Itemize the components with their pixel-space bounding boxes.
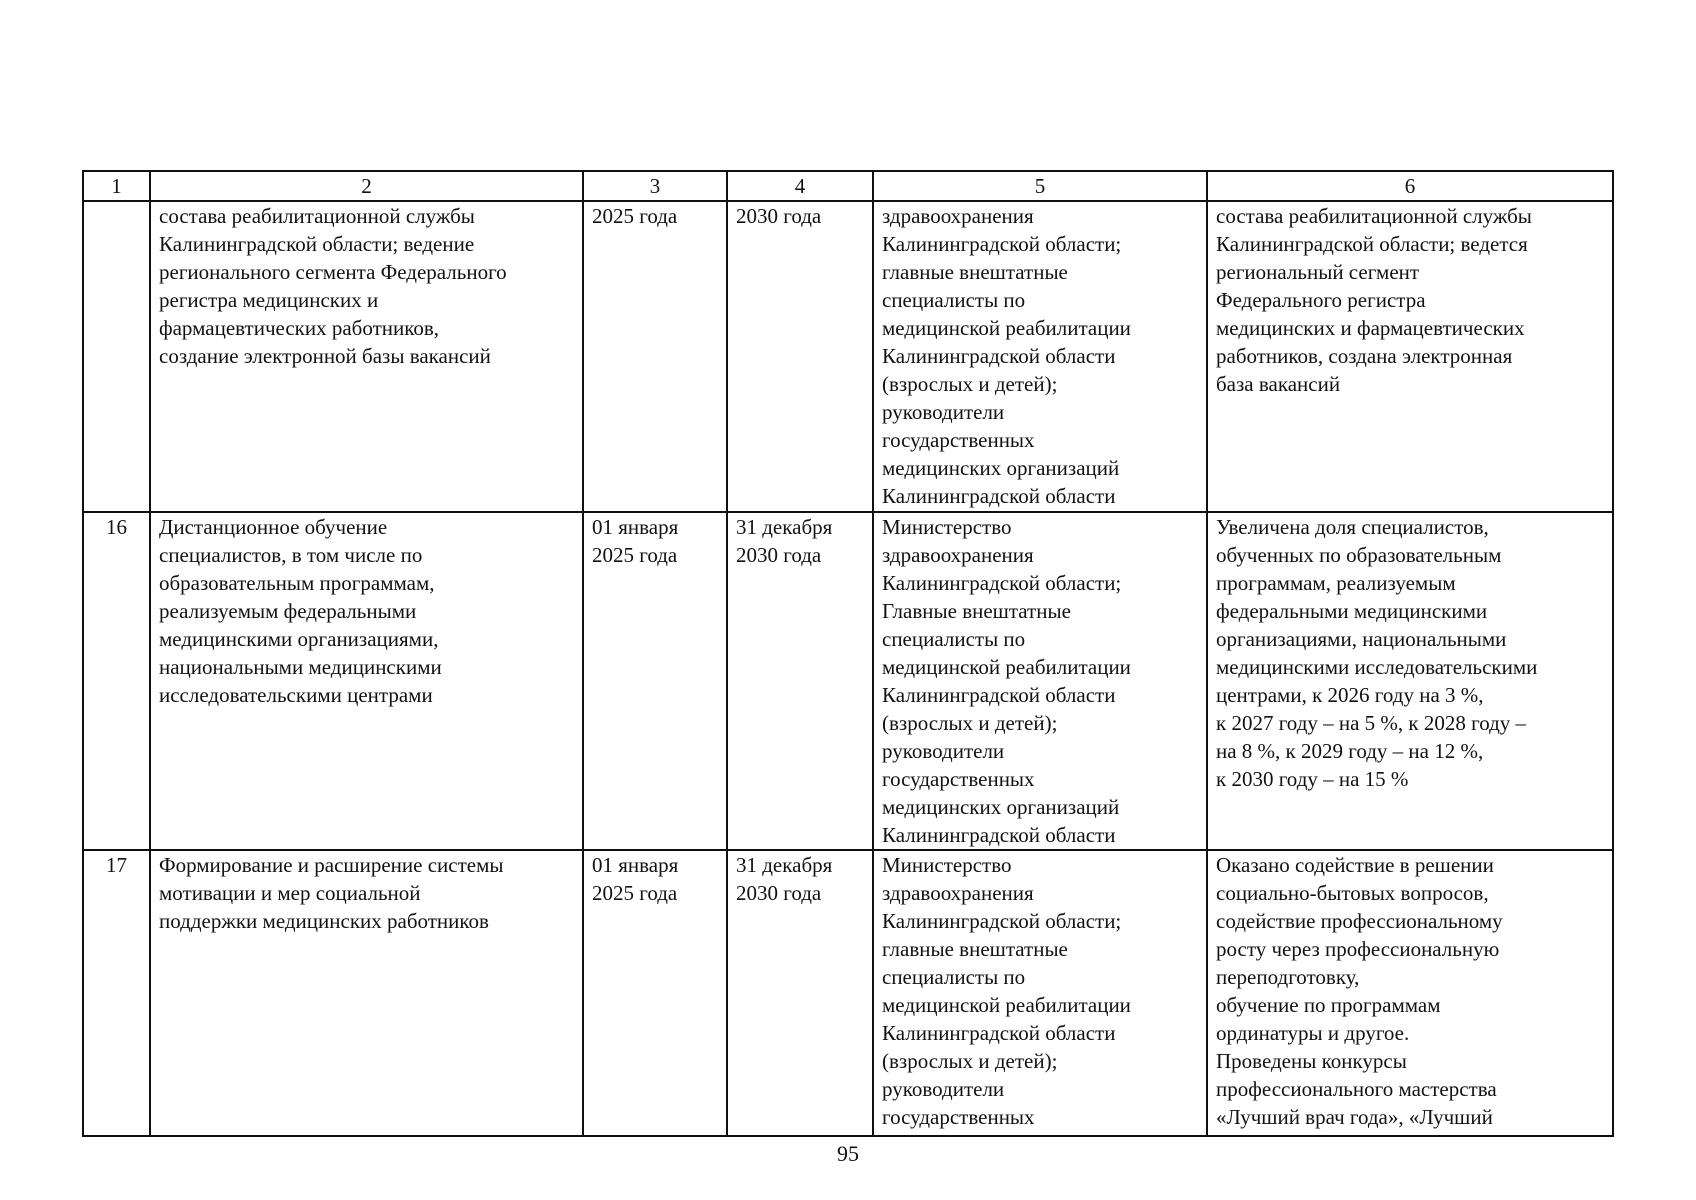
result-cell	[1207, 512, 1613, 850]
row-number-text: 16	[106, 515, 127, 539]
page-number: 95	[837, 1141, 859, 1166]
header-col-3: 3	[583, 171, 727, 201]
start-date-cell	[583, 850, 727, 1136]
responsible-text: Министерство здравоохранения Калининградской области; Главные внештатные специалисты по медицинской реабилитации Калининградской области (взрослых и детей); руководители государственных медицинских организаций Калининградской области	[882, 515, 1131, 847]
header-col-4: 4	[727, 171, 873, 201]
end-date-text: 31 декабря 2030 года	[736, 515, 833, 567]
responsible-cell	[873, 201, 1207, 512]
start-date-cell	[583, 201, 727, 512]
result-cell	[1207, 850, 1613, 1136]
result-text: Увеличена доля специалистов, обученных по образовательным программам, реализуемым федеральными медицинскими организациями, национальными медицинскими исследовательскими центрами, к 2026 году на 3 %, к 2027 году – на 5 %, к 2028 году – на 8 %, к 2029 году – на 12 %, к 2030 году – на 15 %	[1216, 515, 1538, 791]
result-text: состава реабилитационной службы Калининградской области; ведется региональный сегмент Федерального регистра медицинских и фармацевтических работников, создана электронная база вакансий	[1216, 204, 1532, 396]
activity-cell	[150, 201, 583, 512]
row-number-text: 17	[106, 853, 127, 877]
start-date-text: 01 января 2025 года	[592, 515, 679, 567]
activity-text: состава реабилитационной службы Калининградской области; ведение регионального сегмента Федерального регистра медицинских и фармацевтических работников, создание электронной базы вакансий	[159, 204, 507, 368]
end-date-text: 2030 года	[736, 204, 822, 228]
activity-text: Дистанционное обучение специалистов, в том числе по образовательным программам, реализуемым федеральными медицинскими организациями, национальными медицинскими исследовательскими центрами	[159, 515, 442, 707]
header-col-6: 6	[1207, 171, 1613, 201]
result-text: Оказано содействие в решении социально-бытовых вопросов, содействие профессиональному росту через профессиональную переподготовку, обучение по программам ординатуры и другое. Проведены конкурсы профессионального мастерства «Лучший врач года», «Лучший	[1216, 853, 1503, 1129]
end-date-cell	[727, 201, 873, 512]
responsible-cell	[873, 512, 1207, 850]
table-row	[83, 850, 1613, 1136]
responsible-text: здравоохранения Калининградской области; главные внештатные специалисты по медицинской реабилитации Калининградской области (взрослых и детей); руководители государственных медицинских организаций Калининградской области	[882, 204, 1131, 508]
header-col-1: 1	[83, 171, 150, 201]
row-number	[83, 850, 150, 1136]
table-row	[83, 201, 1613, 512]
table-header-row	[83, 171, 1613, 201]
start-date-text: 2025 года	[592, 204, 678, 228]
start-date-cell	[583, 512, 727, 850]
activities-table	[82, 170, 1614, 1137]
responsible-cell	[873, 850, 1207, 1136]
start-date-text: 01 января 2025 года	[592, 853, 679, 905]
end-date-cell	[727, 850, 873, 1136]
end-date-cell	[727, 512, 873, 850]
activity-cell	[150, 512, 583, 850]
activity-cell	[150, 850, 583, 1136]
result-cell	[1207, 201, 1613, 512]
row-number	[83, 201, 150, 512]
table-row	[83, 512, 1613, 850]
activity-text: Формирование и расширение системы мотивации и мер социальной поддержки медицинских работников	[159, 853, 504, 933]
header-col-5: 5	[873, 171, 1207, 201]
end-date-text: 31 декабря 2030 года	[736, 853, 833, 905]
row-number	[83, 512, 150, 850]
header-col-2: 2	[150, 171, 583, 201]
responsible-text: Министерство здравоохранения Калининградской области; главные внештатные специалисты по медицинской реабилитации Калининградской области (взрослых и детей); руководители государственных	[882, 853, 1131, 1129]
